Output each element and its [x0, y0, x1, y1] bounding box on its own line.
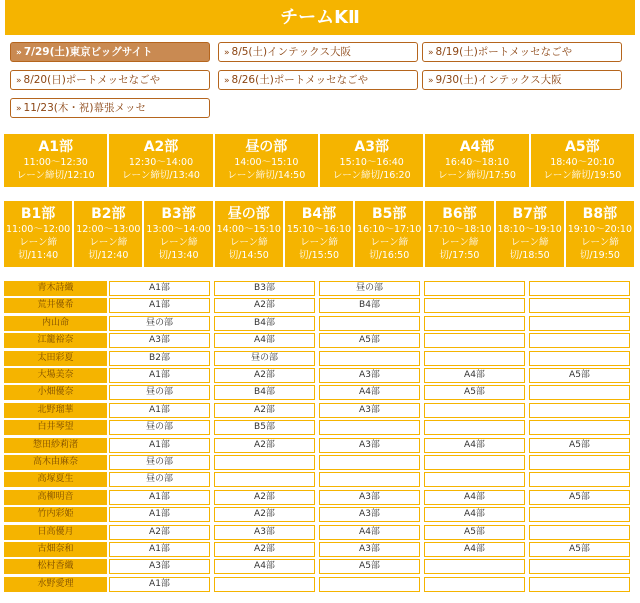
- schedule-slot: [529, 455, 630, 470]
- session-lane: レーン締: [159, 237, 198, 248]
- session-time: 18:40～20:10: [550, 157, 615, 168]
- schedule-slot: [424, 333, 525, 348]
- schedule-slot: [319, 577, 420, 592]
- schedule-slot: A5部: [529, 368, 630, 383]
- schedule-slot: A1部: [109, 490, 210, 505]
- schedule-slot: [424, 281, 525, 296]
- schedule-slot: 昼の部: [109, 472, 210, 487]
- session-time: 19:10～20:10: [567, 224, 632, 235]
- schedule-slot: A1部: [109, 577, 210, 592]
- member-name: 水野愛理: [4, 577, 107, 592]
- chevron-right-icon: »: [224, 48, 230, 58]
- schedule-slot: A4部: [214, 559, 315, 574]
- table-row: [4, 351, 636, 366]
- chevron-right-icon: »: [16, 104, 22, 114]
- session-lane: レーン締: [89, 237, 128, 248]
- session-deadline: 切/15:50: [298, 250, 340, 261]
- schedule-slot: [529, 298, 630, 313]
- schedule-slot: [424, 298, 525, 313]
- schedule-slot: [214, 577, 315, 592]
- table-row: [4, 420, 636, 435]
- schedule-slot: [424, 351, 525, 366]
- session-header-cell: [425, 201, 493, 267]
- session-header-cell: [285, 201, 353, 267]
- event-date-button[interactable]: [10, 42, 210, 62]
- session-name: 昼の部: [245, 139, 288, 155]
- event-date-button[interactable]: [10, 98, 210, 118]
- session-header-cell: [4, 201, 72, 267]
- schedule-slot: [529, 333, 630, 348]
- schedule-slot: A4部: [424, 368, 525, 383]
- schedule-slot: A2部: [214, 438, 315, 453]
- session-time: 16:40～18:10: [444, 157, 510, 168]
- session-deadline: 切/19:50: [579, 250, 620, 261]
- schedule-slot: A1部: [109, 281, 210, 296]
- member-name: 惣田紗莉渚: [4, 438, 107, 453]
- schedule-slot: A5部: [529, 542, 630, 557]
- schedule-slot: A3部: [109, 333, 210, 348]
- chevron-right-icon: »: [428, 48, 434, 58]
- session-time: 14:00～15:10: [234, 157, 299, 168]
- table-row: [4, 333, 636, 348]
- session-deadline: 切/14:50: [228, 250, 269, 261]
- schedule-slot: A2部: [214, 507, 315, 522]
- schedule-slot: 昼の部: [109, 316, 210, 331]
- event-date-label: 8/20(日)ポートメッセなごや: [23, 74, 161, 86]
- session-deadline: 切/13:40: [158, 250, 199, 261]
- session-time: 18:10～19:10: [497, 224, 562, 235]
- session-name: B7部: [512, 206, 547, 222]
- member-name: 白井琴望: [4, 420, 107, 435]
- session-deadline: 切/11:40: [18, 250, 59, 261]
- session-name: B5部: [372, 206, 407, 222]
- member-name: 荒井優希: [4, 298, 107, 313]
- schedule-slot: A1部: [109, 542, 210, 557]
- session-lane: レーン締: [300, 237, 338, 248]
- chevron-right-icon: »: [16, 48, 22, 58]
- event-date-button[interactable]: [422, 70, 622, 90]
- session-name: B4部: [301, 206, 337, 222]
- schedule-slot: [424, 472, 525, 487]
- schedule-slot: [529, 281, 630, 296]
- member-name: 内山命: [4, 316, 107, 331]
- member-name: 日高優月: [4, 525, 107, 540]
- schedule-slot: A3部: [319, 403, 420, 418]
- member-name: 青木詩織: [4, 281, 107, 296]
- schedule-slot: A4部: [424, 490, 525, 505]
- table-row: [4, 525, 636, 540]
- session-header-cell: [215, 201, 283, 267]
- session-lane: レーン締: [440, 237, 479, 248]
- session-time: 15:10～16:40: [339, 157, 404, 168]
- schedule-slot: A1部: [109, 403, 210, 418]
- schedule-slot: A2部: [109, 525, 210, 540]
- session-header-cell: [566, 201, 634, 267]
- schedule-slot: A5部: [319, 559, 420, 574]
- schedule-slot: A3部: [319, 542, 420, 557]
- member-name: 大場美奈: [4, 368, 107, 383]
- schedule-slot: B4部: [214, 385, 315, 400]
- member-name: 竹内彩姫: [4, 507, 107, 522]
- schedule-slot: A1部: [109, 507, 210, 522]
- table-row: [4, 542, 636, 557]
- schedule-slot: B3部: [214, 281, 315, 296]
- session-lane: レーン締: [370, 237, 409, 248]
- session-deadline: 切/12:40: [88, 250, 129, 261]
- schedule-slot: [214, 455, 315, 470]
- schedule-slot: A4部: [424, 438, 525, 453]
- session-lane: レーン締: [19, 237, 58, 248]
- session-header-cell: [215, 134, 318, 187]
- schedule-slot: [319, 420, 420, 435]
- session-deadline: レーン締切/17:50: [438, 170, 516, 181]
- table-row: [4, 368, 636, 383]
- schedule-slot: [424, 420, 525, 435]
- schedule-slot: A5部: [424, 385, 525, 400]
- member-name: 松村香織: [4, 559, 107, 574]
- schedule-slot: A1部: [109, 298, 210, 313]
- session-grid-a: [4, 134, 636, 187]
- member-name: 小畑優奈: [4, 385, 107, 400]
- event-date-button[interactable]: [218, 70, 418, 90]
- schedule-slot: A3部: [319, 507, 420, 522]
- session-deadline: レーン締切/14:50: [227, 170, 306, 181]
- member-name: 太田彩夏: [4, 351, 107, 366]
- schedule-slot: [529, 577, 630, 592]
- event-date-label: 11/23(木・祝)幕張メッセ: [23, 102, 146, 114]
- schedule-slot: [529, 559, 630, 574]
- schedule-slot: A3部: [319, 490, 420, 505]
- table-row: [4, 455, 636, 470]
- schedule-slot: B4部: [319, 298, 420, 313]
- schedule-slot: [214, 472, 315, 487]
- schedule-slot: B2部: [109, 351, 210, 366]
- schedule-slot: A1部: [109, 368, 210, 383]
- schedule-slot: A4部: [214, 333, 315, 348]
- member-name: 高木由麻奈: [4, 455, 107, 470]
- session-time: 14:00～15:10: [216, 224, 281, 235]
- event-date-label: 8/26(土)ポートメッセなごや: [231, 74, 369, 86]
- table-row: [4, 490, 636, 505]
- session-name: A1部: [38, 139, 73, 155]
- table-row: [4, 507, 636, 522]
- schedule-slot: [319, 316, 420, 331]
- schedule-slot: 昼の部: [109, 420, 210, 435]
- session-lane: レーン締: [229, 237, 268, 248]
- session-deadline: 切/18:50: [509, 250, 550, 261]
- event-date-label: 8/5(土)インテックス大阪: [231, 46, 352, 58]
- table-row: [4, 298, 636, 313]
- member-name: 古畑奈和: [4, 542, 107, 557]
- schedule-slot: A4部: [424, 542, 525, 557]
- schedule-slot: [529, 316, 630, 331]
- schedule-slot: A5部: [529, 490, 630, 505]
- table-row: [4, 281, 636, 296]
- schedule-slot: A2部: [214, 542, 315, 557]
- session-header-cell: [355, 201, 423, 267]
- table-row: [4, 438, 636, 453]
- session-name: B3部: [161, 206, 196, 222]
- session-time: 11:00～12:30: [23, 157, 88, 168]
- schedule-slot: A4部: [319, 525, 420, 540]
- member-name: 高柳明音: [4, 490, 107, 505]
- schedule-slot: [424, 316, 525, 331]
- event-date-label: 7/29(土)東京ビッグサイト: [23, 46, 153, 58]
- chevron-right-icon: »: [428, 76, 434, 86]
- session-header-cell: [144, 201, 212, 267]
- session-time: 16:10～17:10: [357, 224, 422, 235]
- session-header-cell: [425, 134, 528, 187]
- schedule-slot: [529, 420, 630, 435]
- schedule-slot: A3部: [319, 368, 420, 383]
- schedule-slot: [319, 455, 420, 470]
- schedule-slot: A5部: [319, 333, 420, 348]
- member-name: 高塚夏生: [4, 472, 107, 487]
- chevron-right-icon: »: [224, 76, 230, 86]
- session-deadline: レーン締切/12:10: [16, 170, 95, 181]
- schedule-slot: [529, 403, 630, 418]
- event-date-button[interactable]: [218, 42, 418, 62]
- member-name: 江籠裕奈: [4, 333, 107, 348]
- session-header-cell: [531, 134, 634, 187]
- schedule-slot: 昼の部: [319, 281, 420, 296]
- schedule-slot: 昼の部: [214, 351, 315, 366]
- schedule-slot: A1部: [109, 438, 210, 453]
- session-header-cell: [4, 134, 107, 187]
- session-deadline: 切/17:50: [439, 250, 480, 261]
- schedule-slot: [424, 577, 525, 592]
- session-name: B6部: [442, 206, 477, 222]
- member-name: 北野瑠華: [4, 403, 107, 418]
- schedule-slot: [529, 351, 630, 366]
- session-time: 17:10～18:10: [427, 224, 492, 235]
- session-header-cell: [109, 134, 212, 187]
- session-deadline: レーン締切/16:20: [332, 170, 411, 181]
- schedule-slot: 昼の部: [109, 385, 210, 400]
- session-time: 12:30～14:00: [128, 157, 194, 168]
- schedule-slot: A3部: [214, 525, 315, 540]
- schedule-slot: A2部: [214, 368, 315, 383]
- session-time: 15:10～16:10: [286, 224, 352, 235]
- session-name: B1部: [20, 206, 56, 222]
- session-header-cell: [496, 201, 564, 267]
- event-date-button[interactable]: [10, 70, 210, 90]
- table-row: [4, 472, 636, 487]
- schedule-slot: [319, 351, 420, 366]
- schedule-slot: [529, 525, 630, 540]
- table-row: [4, 559, 636, 574]
- schedule-slot: [529, 472, 630, 487]
- session-name: A5部: [565, 139, 600, 155]
- session-time: 11:00～12:00: [5, 224, 71, 235]
- table-row: [4, 577, 636, 592]
- schedule-slot: B5部: [214, 420, 315, 435]
- session-name: B8部: [582, 206, 618, 222]
- schedule-slot: A2部: [214, 298, 315, 313]
- schedule-slot: [424, 403, 525, 418]
- event-date-label: 9/30(土)インテックス大阪: [435, 74, 562, 86]
- schedule-slot: A4部: [424, 507, 525, 522]
- schedule-slot: [319, 472, 420, 487]
- event-date-button[interactable]: [422, 42, 622, 62]
- event-date-label: 8/19(土)ポートメッセなごや: [435, 46, 573, 58]
- session-name: A4部: [459, 139, 495, 155]
- session-name: 昼の部: [227, 206, 270, 222]
- schedule-slot: [529, 385, 630, 400]
- session-grid-b: [4, 201, 636, 267]
- schedule-slot: 昼の部: [109, 455, 210, 470]
- page-title: チームKⅡ: [5, 0, 635, 35]
- schedule-slot: A5部: [424, 525, 525, 540]
- session-lane: レーン締: [580, 237, 619, 248]
- schedule-slot: [529, 507, 630, 522]
- session-name: B2部: [91, 206, 126, 222]
- schedule-slot: [424, 455, 525, 470]
- session-time: 12:00～13:00: [76, 224, 141, 235]
- schedule-slot: A2部: [214, 490, 315, 505]
- session-header-cell: [74, 201, 142, 267]
- schedule-slot: A2部: [214, 403, 315, 418]
- schedule-slot: [424, 559, 525, 574]
- session-name: A2部: [143, 139, 179, 155]
- table-row: [4, 385, 636, 400]
- schedule-slot: A5部: [529, 438, 630, 453]
- schedule-slot: A3部: [109, 559, 210, 574]
- schedule-slot: A4部: [319, 385, 420, 400]
- schedule-slot: B4部: [214, 316, 315, 331]
- session-header-cell: [320, 134, 423, 187]
- session-deadline: レーン締切/13:40: [122, 170, 200, 181]
- session-deadline: レーン締切/19:50: [543, 170, 622, 181]
- session-lane: レーン締: [510, 237, 549, 248]
- chevron-right-icon: »: [16, 76, 22, 86]
- schedule-slot: A3部: [319, 438, 420, 453]
- session-name: A3部: [354, 139, 389, 155]
- table-row: [4, 316, 636, 331]
- session-time: 13:00～14:00: [146, 224, 211, 235]
- table-row: [4, 403, 636, 418]
- session-deadline: 切/16:50: [369, 250, 410, 261]
